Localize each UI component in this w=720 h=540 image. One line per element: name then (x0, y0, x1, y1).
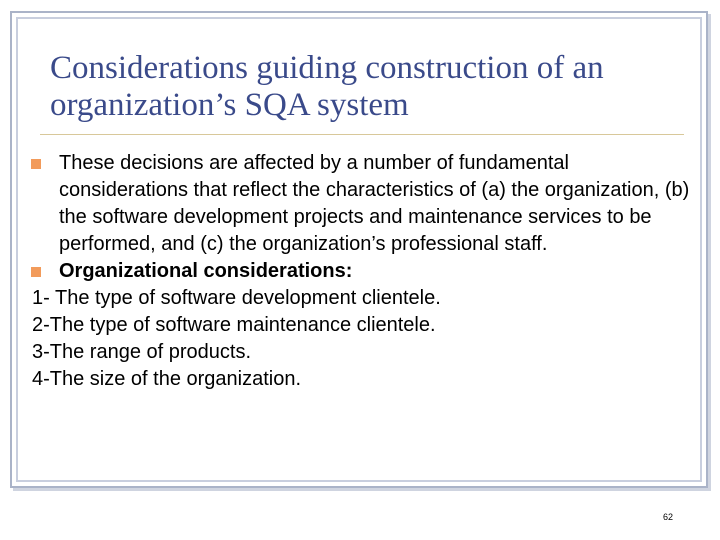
bullet-item-organizational (24, 258, 696, 285)
bullet-item-decisions (24, 150, 696, 258)
title-divider (40, 134, 684, 135)
bullet-text: These decisions are affected by a number of fundamental considerations that reflect the characteristics of (a) the organization, (b) the software development projects and maintenance services to be performed, and (c) the organization’s professional staff. (59, 152, 690, 255)
bullet-text: Organizational considerations: (59, 260, 353, 282)
title-line-1: Considerations guiding construction of an (50, 50, 604, 86)
title-line-2: organization’s SQA system (50, 87, 409, 123)
square-bullet-icon (31, 267, 41, 277)
numbered-item: 4-The size of the organization. (32, 368, 302, 390)
slide-title (50, 50, 680, 124)
square-bullet-icon (31, 159, 41, 169)
slide-body (24, 150, 696, 393)
frame-shadow-right (708, 14, 711, 491)
numbered-item: 1- The type of software development clientele. (32, 287, 441, 309)
frame-shadow-bottom (13, 488, 711, 491)
numbered-item: 2-The type of software maintenance clientele. (32, 314, 436, 336)
numbered-item: 3-The range of products. (32, 341, 252, 363)
page-number: 62 (663, 512, 674, 522)
